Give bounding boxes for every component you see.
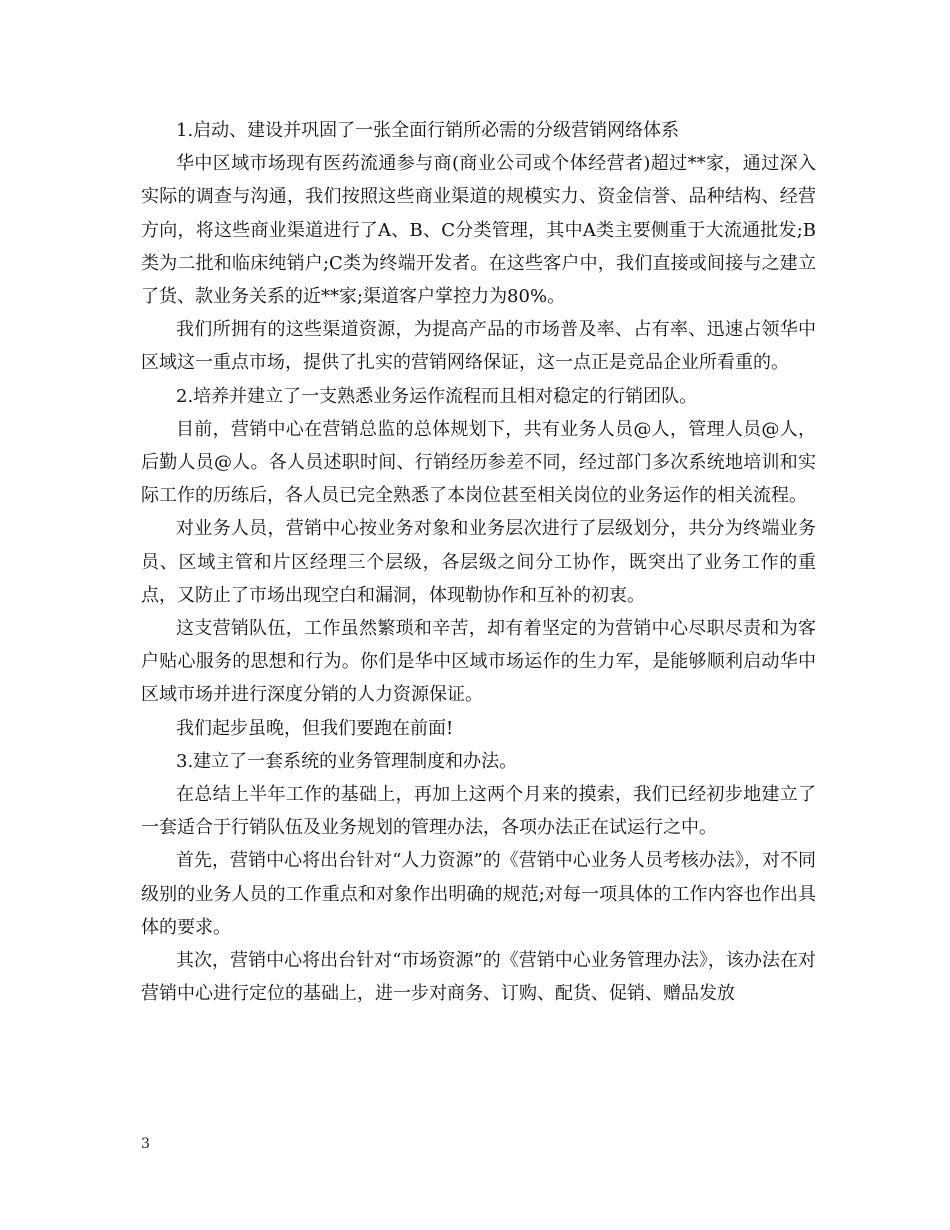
paragraph: 对业务人员，营销中心按业务对象和业务层次进行了层级划分，共分为终端业务员、区域主管和片区经理三个层级，各层级之间分工协作，既突出了业务工作的重点，又防止了市场出现空白和漏洞，体现勒协作和互补的初衷。: [141, 518, 816, 606]
paragraph: 目前，营销中心在营销总监的总体规划下，共有业务人员@人，管理人员@人，后勤人员@人。各人员述职时间、行销经历参差不同，经过部门多次系统地培训和实际工作的历练后，各人员已完全熟悉了本岗位甚至相关岗位的业务运作的相关流程。: [141, 418, 816, 507]
paragraph: 我们起步虽晚，但我们要跑在前面!: [176, 717, 454, 739]
paragraph: 在总结上半年工作的基础上，再加上这两个月来的摸索，我们已经初步地建立了一套适合于行销队伍及业务规划的管理办法，各项办法正在试运行之中。: [141, 784, 816, 839]
paragraph-heading-2: 2.培养并建立了一支熟悉业务运作流程而且相对稳定的行销团队。: [176, 385, 698, 407]
paragraph-heading-3: 3.建立了一套系统的业务管理制度和办法。: [176, 750, 518, 772]
paragraph: 我们所拥有的这些渠道资源，为提高产品的市场普及率、占有率、迅速占领华中区域这一重点市场，提供了扎实的营销网络保证，这一点正是竞品企业所看重的。: [141, 319, 816, 374]
page-number: 3: [141, 1136, 150, 1152]
document-body: [141, 114, 816, 1010]
paragraph: 其次，营销中心将出台针对“市场资源”的《营销中心业务管理办法》，该办法在对营销中心进行定位的基础上，进一步对商务、订购、配货、促销、赠品发放: [141, 950, 816, 1005]
paragraph-heading-1: 1.启动、建设并巩固了一张全面行销所必需的分级营销网络体系: [176, 120, 680, 141]
paragraph: 华中区域市场现有医药流通参与商(商业公司或个体经营者)超过**家，通过深入实际的调查与沟通，我们按照这些商业渠道的规模实力、资金信誉、品种结构、经营方向，将这些商业渠道进行了A、B、C分类管理，其中A类主要侧重于大流通批发;B类为二批和临床纯销户;C类为终端开发者。在这些客户中，我们直接或间接与之建立了货、款业务关系的近**家;渠道客户掌控力为80%。: [141, 153, 816, 308]
paragraph: 这支营销队伍，工作虽然繁琐和辛苦，却有着坚定的为营销中心尽职尽责和为客户贴心服务的思想和行为。你们是华中区域市场运作的生力军，是能够顺利启动华中区域市场并进行深度分销的人力资源保证。: [141, 618, 816, 706]
paragraph: 首先，营销中心将出台针对“人力资源”的《营销中心业务人员考核办法》，对不同级别的业务人员的工作重点和对象作出明确的规范;对每一项具体的工作内容也作出具体的要求。: [141, 850, 816, 938]
